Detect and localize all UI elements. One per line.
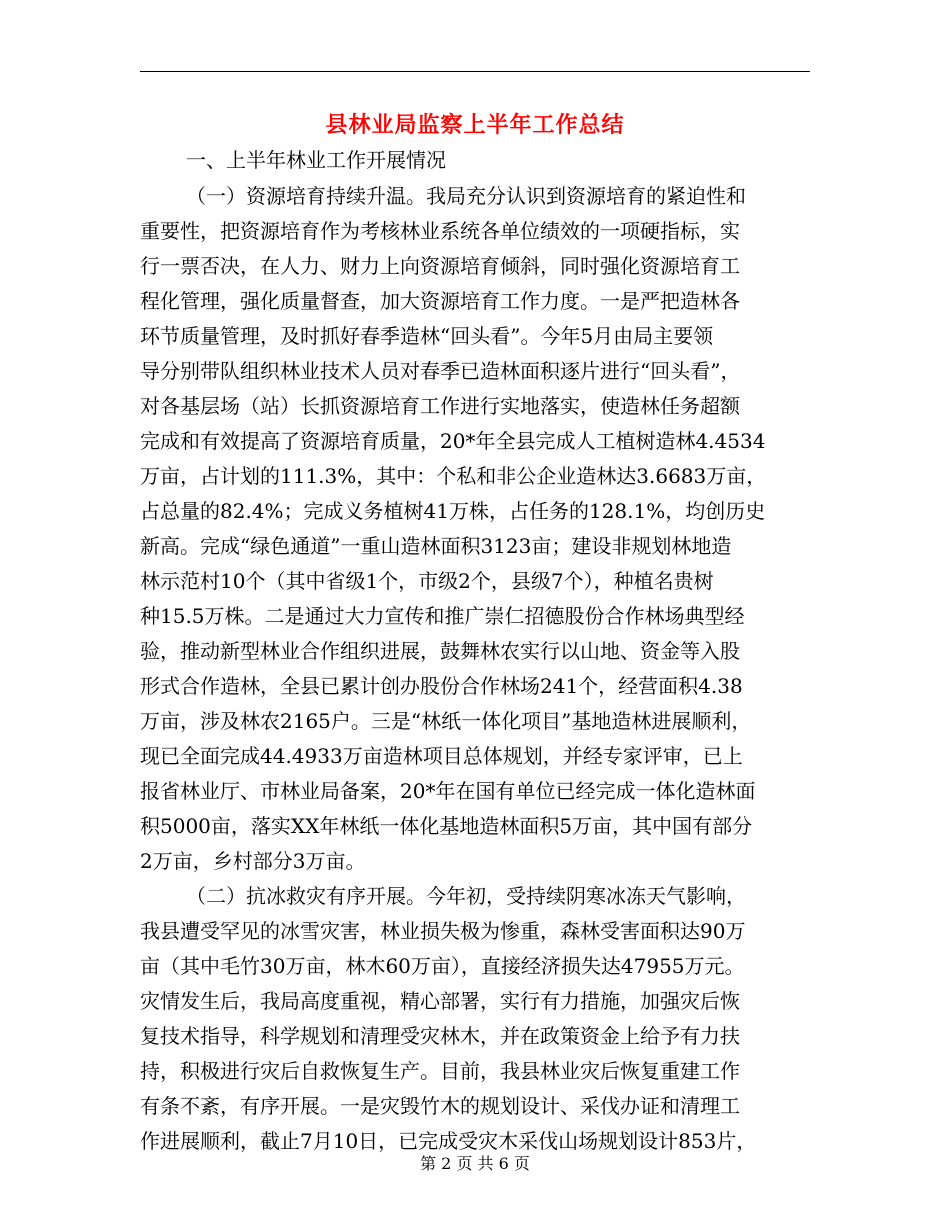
paragraph-line: 作进展顺利，截止7月10日，已完成受灾木采伐山场规划设计853片， <box>140 1129 757 1153</box>
header-rule <box>140 71 810 72</box>
paragraph-line: 形式合作造林，全县已累计创办股份合作林场241个，经营面积4.38 <box>140 674 743 698</box>
paragraph-line: 万亩，涉及林农2165户。三是“林纸一体化项目”基地造林进展顺利， <box>140 709 752 733</box>
paragraph-line: 行一票否决，在人力、财力上向资源培育倾斜，同时强化资源培育工 <box>140 254 740 278</box>
paragraph-line: 持，积极进行灾后自救恢复生产。目前，我县林业灾后恢复重建工作 <box>140 1059 740 1083</box>
paragraph-line: 完成和有效提高了资源培育质量，20*年全县完成人工植树造林4.4534 <box>140 429 766 453</box>
paragraph-line: 亩（其中毛竹30万亩，林木60万亩），直接经济损失达47955万元。 <box>140 954 745 978</box>
paragraph-line: 种15.5万株。二是通过大力宣传和推广崇仁招德股份合作林场典型经 <box>140 604 745 628</box>
section-heading: 一、上半年林业工作开展情况 <box>186 148 446 172</box>
document-title: 县林业局监察上半年工作总结 <box>325 113 625 138</box>
page-footer: 第 2 页 共 6 页 <box>420 1154 530 1173</box>
paragraph-line: 2万亩，乡村部分3万亩。 <box>140 849 366 873</box>
paragraph-line: 万亩，占计划的111.3%，其中：个私和非公企业造林达3.6683万亩， <box>140 464 767 488</box>
paragraph-line: 林示范村10个（其中省级1个，市级2个，县级7个），种植名贵树 <box>140 569 714 593</box>
paragraph-line: 积5000亩，落实XX年林纸一体化基地造林面积5万亩，其中国有部分 <box>140 814 753 838</box>
paragraph-line: 有条不紊，有序开展。一是灾毁竹木的规划设计、采伐办证和清理工 <box>140 1094 740 1118</box>
paragraph-line: 环节质量管理，及时抓好春季造林“回头看”。今年5月由局主要领 <box>140 324 714 348</box>
paragraph-line: 报省林业厅、市林业局备案，20*年在国有单位已经完成一体化造林面 <box>140 779 756 803</box>
paragraph-line: 对各基层场（站）长抓资源培育工作进行实地落实，使造林任务超额 <box>140 394 740 418</box>
paragraph-line: （一）资源培育持续升温。我局充分认识到资源培育的紧迫性和 <box>186 184 746 208</box>
paragraph-line: 重要性，把资源培育作为考核林业系统各单位绩效的一项硬指标，实 <box>140 219 740 243</box>
paragraph-line: 新高。完成“绿色通道”一重山造林面积3123亩；建设非规划林地造 <box>140 534 732 558</box>
paragraph-line: 占总量的82.4%；完成义务植树41万株，占任务的128.1%，均创历史 <box>140 499 766 523</box>
paragraph-line: 复技术指导，科学规划和清理受灾林木，并在政策资金上给予有力扶 <box>140 1024 740 1048</box>
paragraph-line: 灾情发生后，我局高度重视，精心部署，实行有力措施，加强灾后恢 <box>140 989 740 1013</box>
paragraph-line: 验，推动新型林业合作组织进展，鼓舞林农实行以山地、资金等入股 <box>140 639 740 663</box>
paragraph-line: 程化管理，强化质量督查，加大资源培育工作力度。一是严把造林各 <box>140 289 740 313</box>
paragraph-line: 我县遭受罕见的冰雪灾害，林业损失极为惨重，森林受害面积达90万 <box>140 919 746 943</box>
paragraph-line: 现已全面完成44.4933万亩造林项目总体规划，并经专家评审，已上 <box>140 744 743 768</box>
paragraph-line: （二）抗冰救灾有序开展。今年初，受持续阴寒冰冻天气影响， <box>186 884 746 908</box>
paragraph-line: 导分别带队组织林业技术人员对春季已造林面积逐片进行“回头看”， <box>140 359 741 383</box>
